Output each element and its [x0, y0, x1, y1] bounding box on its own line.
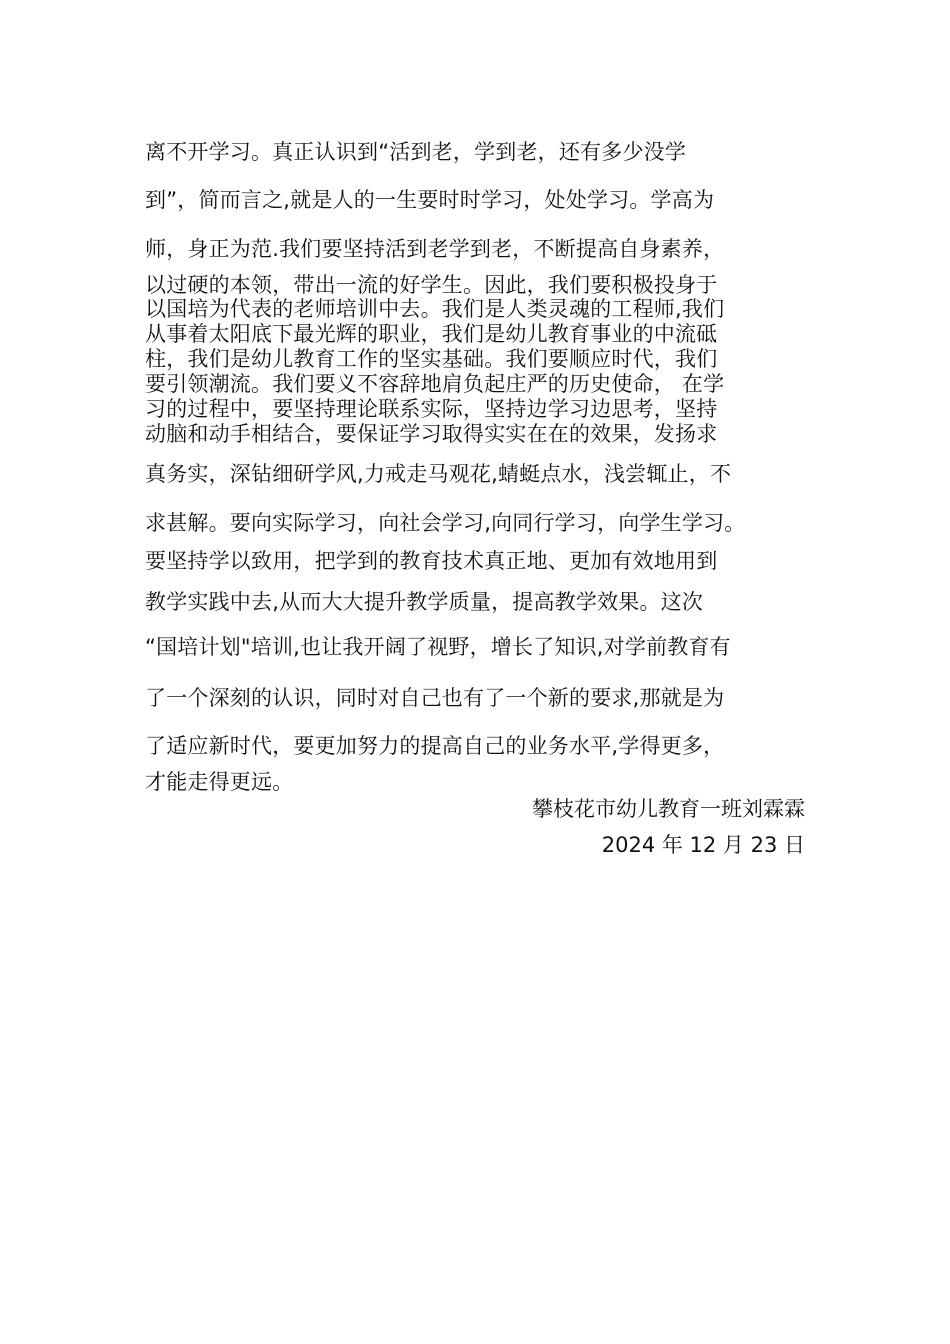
- paragraph-line: 求甚解。要向实际学习，向社会学习,向同行学习，向学生学习。: [145, 511, 746, 535]
- paragraph-line: “国培计划"培训,也让我开阔了视野，增长了知识,对学前教育有: [145, 635, 731, 659]
- signature-date: 2024 年 12 月 23 日: [601, 833, 805, 857]
- paragraph-line: 从事着太阳底下最光辉的职业，我们是幼儿教育事业的中流砥: [145, 322, 718, 346]
- paragraph-line: 离不开学习。真正认识到“活到老，学到老，还有多少没学: [145, 140, 687, 164]
- signature-author: 攀枝花市幼儿教育一班刘霖霖: [532, 797, 805, 821]
- paragraph-line: 教学实践中去,从而大大提升教学质量，提高教学效果。这次: [145, 590, 704, 614]
- paragraph-line: 了一个深刻的认识，同时对自己也有了一个新的要求,那就是为: [145, 686, 725, 710]
- paragraph-line: 师，身正为范.我们要坚持活到老学到老，不断提高自身素养，: [145, 237, 725, 261]
- paragraph-line: 要坚持学以致用，把学到的教育技术真正地、更加有效地用到: [145, 549, 718, 573]
- paragraph-line: 到”，简而言之,就是人的一生要时时学习，处处学习。学高为: [145, 188, 715, 212]
- paragraph-line: 了适应新时代，要更加努力的提高自己的业务水平,学得更多，: [145, 734, 725, 758]
- paragraph-line: 才能走得更远。: [145, 770, 294, 794]
- paragraph-line: 以过硬的本领，带出一流的好学生。因此，我们要积极投身于: [145, 273, 718, 297]
- paragraph-line: 以国培为代表的老师培训中去。我们是人类灵魂的工程师,我们: [145, 297, 725, 321]
- paragraph-line: 真务实，深钻细研学风,力戒走马观花,蜻蜓点水，浅尝辄止，不: [145, 462, 732, 486]
- paragraph-line: 习的过程中，要坚持理论联系实际，坚持边学习边思考，坚持: [145, 397, 718, 421]
- paragraph-line: 要引领潮流。我们要义不容辞地肩负起庄严的历史使命， 在学: [145, 372, 725, 396]
- paragraph-line: 柱，我们是幼儿教育工作的坚实基础。我们要顺应时代，我们: [145, 347, 718, 371]
- paragraph-line: 动脑和动手相结合，要保证学习取得实实在在的效果，发扬求: [145, 422, 718, 446]
